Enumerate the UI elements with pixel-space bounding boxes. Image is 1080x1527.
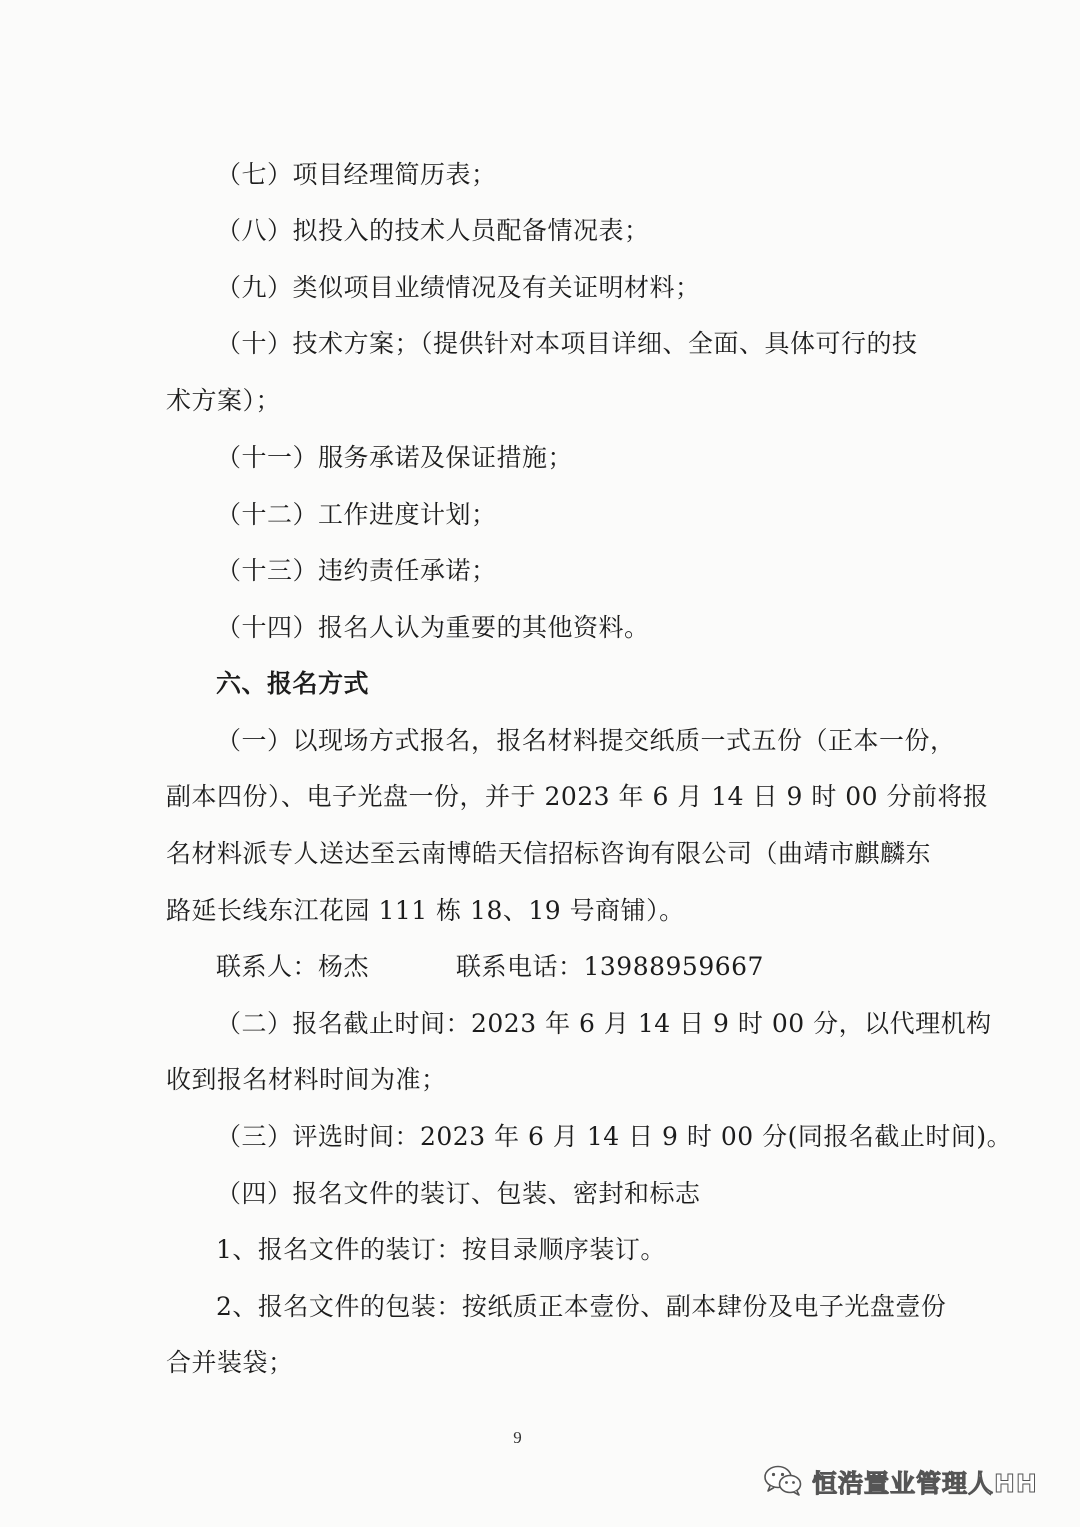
contact-phone: 联系电话：13988959667 [456,952,764,981]
paragraph-2-line2: 收到报名材料时间为准； [166,1065,447,1094]
paragraph-4: （四）报名文件的装订、包装、密封和标志 [216,1179,701,1208]
list-item-13: （十三）违约责任承诺； [216,556,497,585]
list-item-11: （十一）服务承诺及保证措施； [216,443,574,472]
list-item-12: （十二）工作进度计划； [216,500,497,529]
paragraph-4-item-2-line2: 合并装袋； [166,1348,294,1377]
paragraph-1-line4: 路延长线东江花园 111 栋 18、19 号商铺）。 [166,896,685,925]
wechat-icon [762,1463,804,1501]
section-heading: 六、报名方式 [216,669,370,698]
page-number: 9 [513,1428,522,1447]
contact-person: 联系人：杨杰 [216,952,370,981]
paragraph-2-line1: （二）报名截止时间：2023 年 6 月 14 日 9 时 00 分，以代理机构 [216,1009,992,1038]
wechat-watermark [762,1464,1038,1500]
list-item-8: （八）拟投入的技术人员配备情况表； [216,216,650,245]
list-item-7: （七）项目经理简历表； [216,160,497,189]
paragraph-1-line1: （一）以现场方式报名，报名材料提交纸质一式五份（正本一份， [216,726,956,755]
list-item-14: （十四）报名人认为重要的其他资料。 [216,613,650,642]
list-item-10-line2: 术方案）； [166,386,282,415]
paragraph-3: （三）评选时间：2023 年 6 月 14 日 9 时 00 分(同报名截止时间)。 [216,1122,1013,1151]
list-item-10-line1: （十）技术方案；（提供针对本项目详细、全面、具体可行的技 [216,329,918,358]
paragraph-1-line2: 副本四份）、电子光盘一份，并于 2023 年 6 月 14 日 9 时 00 分前将报 [166,782,989,811]
paragraph-4-item-1: 1、报名文件的装订：按目录顺序装订。 [216,1235,666,1264]
list-item-9: （九）类似项目业绩情况及有关证明材料； [216,273,701,302]
paragraph-4-item-2-line1: 2、报名文件的包装：按纸质正本壹份、副本肆份及电子光盘壹份 [216,1292,947,1321]
paragraph-1-line3: 名材料派专人送达至云南博皓天信招标咨询有限公司（曲靖市麒麟东 [166,839,932,868]
watermark-text: 恒浩置业管理人HH [812,1469,1038,1498]
